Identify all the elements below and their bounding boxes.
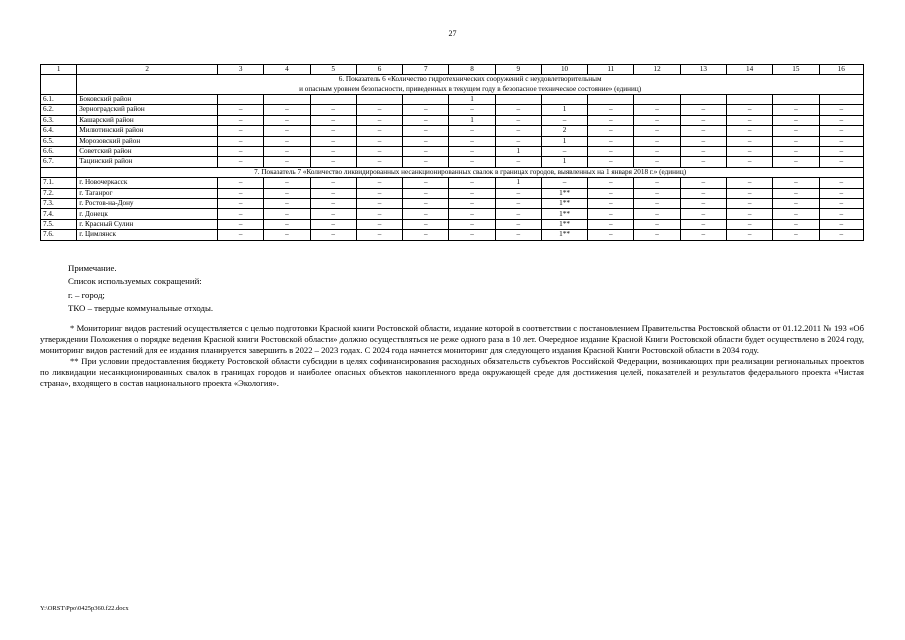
abbreviation-item: г. – город; xyxy=(68,289,105,300)
column-header: 3 xyxy=(218,65,264,75)
column-header: 16 xyxy=(819,65,863,75)
table-header-row xyxy=(41,65,864,75)
table-cell xyxy=(773,95,819,105)
row-number: 7.1. xyxy=(41,178,77,188)
section-title-row xyxy=(41,167,864,178)
table-cell: – xyxy=(819,209,863,219)
table-row xyxy=(41,146,864,156)
table-cell: – xyxy=(680,219,726,229)
table-cell: – xyxy=(403,146,449,156)
table-cell: – xyxy=(356,209,402,219)
table-cell xyxy=(310,95,356,105)
table-cell: – xyxy=(726,199,772,209)
table-cell: – xyxy=(356,219,402,229)
table-cell: – xyxy=(310,136,356,146)
table-cell: – xyxy=(726,178,772,188)
table-cell: – xyxy=(726,209,772,219)
table-cell: – xyxy=(218,209,264,219)
table-cell: – xyxy=(218,157,264,167)
row-number: 7.2. xyxy=(41,188,77,198)
table-cell: – xyxy=(680,230,726,240)
column-header: 7 xyxy=(403,65,449,75)
table-cell: – xyxy=(449,136,495,146)
table-cell: – xyxy=(819,178,863,188)
table-row xyxy=(41,126,864,136)
table-cell: 1 xyxy=(495,146,541,156)
section-title-line: и опасным уровнем безопасности, приведенных в текущем году в безопасное техническое состояние» (единиц) xyxy=(299,84,642,93)
table-row xyxy=(41,188,864,198)
table-cell: – xyxy=(680,157,726,167)
table-cell: – xyxy=(449,209,495,219)
abbreviation-item: ТКО – твердые коммунальные отходы. xyxy=(68,302,214,313)
table-cell: – xyxy=(773,105,819,115)
table-cell: – xyxy=(449,230,495,240)
row-name: Кашарский район xyxy=(77,115,218,125)
table-cell: – xyxy=(773,178,819,188)
table-cell: – xyxy=(403,188,449,198)
table-cell xyxy=(218,95,264,105)
row-number: 6.7. xyxy=(41,157,77,167)
table-cell: – xyxy=(773,188,819,198)
table-cell: – xyxy=(495,199,541,209)
table-cell xyxy=(541,95,587,105)
table-cell: – xyxy=(726,115,772,125)
table-cell: – xyxy=(634,126,680,136)
table-cell: – xyxy=(310,157,356,167)
table-cell: – xyxy=(726,230,772,240)
row-number: 6.3. xyxy=(41,115,77,125)
row-name: г. Новочеркасск xyxy=(77,178,218,188)
table-cell: – xyxy=(310,146,356,156)
table-cell: – xyxy=(264,178,310,188)
table-cell: 1 xyxy=(541,105,587,115)
row-name: Милютинский район xyxy=(77,126,218,136)
table-cell: – xyxy=(218,136,264,146)
table-cell: – xyxy=(588,199,634,209)
table-cell: – xyxy=(819,188,863,198)
table-cell: – xyxy=(680,199,726,209)
table-cell: – xyxy=(310,219,356,229)
table-cell: – xyxy=(773,209,819,219)
table-cell xyxy=(495,95,541,105)
table-cell: – xyxy=(634,136,680,146)
abbreviations-intro: Список используемых сокращений: xyxy=(68,276,202,287)
table-cell: – xyxy=(634,209,680,219)
table-cell: – xyxy=(449,178,495,188)
table-cell: – xyxy=(773,146,819,156)
table-cell: – xyxy=(680,209,726,219)
table-cell: – xyxy=(449,219,495,229)
table-cell: – xyxy=(310,126,356,136)
row-name: г. Ростов-на-Дону xyxy=(77,199,218,209)
row-number: 6.4. xyxy=(41,126,77,136)
table-cell: – xyxy=(264,230,310,240)
table-cell: – xyxy=(310,230,356,240)
table-cell: – xyxy=(726,126,772,136)
section-title-line: 7. Показатель 7 «Количество ликвидированных несанкционированных свалок в границах городов, выявленных на 1 января 2018 г.» (единиц) xyxy=(254,167,687,176)
table-cell: – xyxy=(680,146,726,156)
table-cell: – xyxy=(218,115,264,125)
table-cell: – xyxy=(634,146,680,156)
table-cell: – xyxy=(264,157,310,167)
table-cell: – xyxy=(773,230,819,240)
table-cell: – xyxy=(773,157,819,167)
column-header: 5 xyxy=(310,65,356,75)
table-cell: – xyxy=(495,209,541,219)
row-number: 6.2. xyxy=(41,105,77,115)
table-cell: – xyxy=(726,136,772,146)
table-cell: – xyxy=(634,157,680,167)
table-cell: – xyxy=(218,188,264,198)
table-cell: – xyxy=(495,136,541,146)
table-cell: – xyxy=(310,115,356,125)
table-cell: – xyxy=(495,219,541,229)
table-cell: – xyxy=(495,188,541,198)
table-cell: – xyxy=(495,230,541,240)
table-cell: – xyxy=(819,219,863,229)
table-cell xyxy=(588,95,634,105)
table-cell: – xyxy=(634,105,680,115)
column-header: 4 xyxy=(264,65,310,75)
page-number: 27 xyxy=(448,29,457,38)
table-cell: – xyxy=(634,230,680,240)
row-number: 7.5. xyxy=(41,219,77,229)
section-title-spacer xyxy=(41,75,77,95)
table-cell: – xyxy=(588,105,634,115)
table-cell: – xyxy=(356,230,402,240)
table-cell: – xyxy=(264,115,310,125)
table-cell: – xyxy=(449,157,495,167)
column-header: 6 xyxy=(356,65,402,75)
table-cell: – xyxy=(819,199,863,209)
table-cell: – xyxy=(356,188,402,198)
table-cell: 1 xyxy=(541,136,587,146)
table-cell: – xyxy=(588,230,634,240)
table-cell: 1** xyxy=(541,199,587,209)
table-row xyxy=(41,115,864,125)
table-cell: – xyxy=(541,146,587,156)
table-row xyxy=(41,209,864,219)
table-cell: – xyxy=(588,188,634,198)
table-cell: – xyxy=(449,199,495,209)
table-row xyxy=(41,105,864,115)
row-name: Морозовский район xyxy=(77,136,218,146)
footnote-2: ** При условии предоставления бюджету Ростовской области субсидии в целях софинансирования расходных обязательств субъектов Российской Федерации, возникающих при реализации региональных проектов по ликвидации несанкционированных свалок в границах городов и наиболее опасных объектов накопленного вреда окружающей среде для достижения целей, показателей и результатов федерального проекта «Чистая страна», входящего в состав национального проекта «Экология». xyxy=(40,356,864,389)
table-cell: – xyxy=(773,115,819,125)
table-cell xyxy=(634,95,680,105)
table-cell: – xyxy=(218,230,264,240)
table-cell: – xyxy=(726,105,772,115)
file-path: Y:\ORST\Ppo\0425p360.f22.docx xyxy=(40,605,129,612)
table-row xyxy=(41,178,864,188)
table-cell: – xyxy=(449,188,495,198)
notes-title: Примечание. xyxy=(68,263,117,273)
column-header: 14 xyxy=(726,65,772,75)
table-cell: – xyxy=(726,146,772,156)
table-cell: – xyxy=(773,126,819,136)
section-title-line: 6. Показатель 6 «Количество гидротехнических сооружений с неудовлетворительным xyxy=(338,75,602,83)
table-cell: – xyxy=(819,136,863,146)
table-cell: – xyxy=(819,105,863,115)
table-cell: – xyxy=(218,199,264,209)
column-header: 12 xyxy=(634,65,680,75)
table-cell: – xyxy=(819,115,863,125)
table-cell: – xyxy=(218,146,264,156)
table-cell: – xyxy=(495,115,541,125)
table-cell: – xyxy=(726,219,772,229)
table-cell: – xyxy=(726,188,772,198)
table-cell: – xyxy=(356,126,402,136)
table-cell: – xyxy=(356,105,402,115)
table-cell: – xyxy=(264,146,310,156)
column-header: 1 xyxy=(41,65,77,75)
table-cell: – xyxy=(634,199,680,209)
column-header: 15 xyxy=(773,65,819,75)
table-cell: – xyxy=(449,126,495,136)
table-cell xyxy=(403,95,449,105)
table-cell: – xyxy=(773,219,819,229)
table-cell: – xyxy=(264,136,310,146)
table-cell: – xyxy=(264,126,310,136)
table-cell: – xyxy=(541,178,587,188)
table-cell: – xyxy=(680,105,726,115)
section-title xyxy=(77,75,864,95)
table-cell: – xyxy=(634,178,680,188)
notes-block xyxy=(68,262,213,315)
table-cell: – xyxy=(264,105,310,115)
table-cell: – xyxy=(264,188,310,198)
row-name: Зерноградский район xyxy=(77,105,218,115)
table-cell: 1** xyxy=(541,219,587,229)
section-title xyxy=(77,167,864,178)
table-cell: – xyxy=(218,126,264,136)
table-cell: – xyxy=(356,178,402,188)
table-cell: – xyxy=(634,115,680,125)
table-cell: 1 xyxy=(495,178,541,188)
footnotes-block xyxy=(40,323,864,390)
table-cell: – xyxy=(819,126,863,136)
table-cell: – xyxy=(588,115,634,125)
table-cell: 1** xyxy=(541,230,587,240)
row-name: г. Донецк xyxy=(77,209,218,219)
table-cell: – xyxy=(356,146,402,156)
table-cell: – xyxy=(680,126,726,136)
table-row xyxy=(41,230,864,240)
table-cell: – xyxy=(449,105,495,115)
table-cell: – xyxy=(634,188,680,198)
table-cell xyxy=(680,95,726,105)
table-cell: – xyxy=(356,136,402,146)
table-cell: – xyxy=(403,157,449,167)
row-number: 7.6. xyxy=(41,230,77,240)
table-cell: – xyxy=(541,115,587,125)
row-name: Боковский район xyxy=(77,95,218,105)
column-header: 11 xyxy=(588,65,634,75)
table-cell: – xyxy=(310,199,356,209)
row-number: 6.5. xyxy=(41,136,77,146)
table-cell: – xyxy=(588,126,634,136)
table-row xyxy=(41,199,864,209)
table-cell: – xyxy=(819,146,863,156)
table-cell xyxy=(356,95,402,105)
table-cell: – xyxy=(495,157,541,167)
table-cell: – xyxy=(773,199,819,209)
table-cell: – xyxy=(218,178,264,188)
table-cell: – xyxy=(403,178,449,188)
table-cell: – xyxy=(680,136,726,146)
column-header: 9 xyxy=(495,65,541,75)
table-cell: – xyxy=(634,219,680,229)
table-cell: 1 xyxy=(449,95,495,105)
column-header: 8 xyxy=(449,65,495,75)
table-cell: – xyxy=(819,230,863,240)
table-cell: – xyxy=(310,178,356,188)
table-cell: – xyxy=(403,136,449,146)
table-cell: – xyxy=(819,157,863,167)
table-row xyxy=(41,136,864,146)
row-number: 7.4. xyxy=(41,209,77,219)
table-cell: – xyxy=(403,209,449,219)
table-cell: – xyxy=(403,126,449,136)
table-cell: – xyxy=(264,199,310,209)
column-header: 10 xyxy=(541,65,587,75)
table-cell xyxy=(726,95,772,105)
footnote-1: * Мониторинг видов растений осуществляется с целью подготовки Красной книги Ростовской области, издание которой в соответствии с постановлением Правительства Ростовской области от 01.12.2011 № 193 «Об утверждении Положения о порядке ведения Красной книги Ростовской области» должно осуществляться не реже одного раза в 10 лет. Очередное издание Красной Книги Ростовской области будет осуществлено в 2024 году, мониторинг видов растений для ее издания планируется завершить в 2022 – 2023 годах. С 2024 года начнется мониторинг для следующего издания Красной Книги Ростовской области в 2034 году. xyxy=(40,323,864,356)
table-cell: – xyxy=(588,209,634,219)
table-cell: – xyxy=(449,146,495,156)
table-cell: – xyxy=(773,136,819,146)
row-name: г. Цимлянск xyxy=(77,230,218,240)
table-row xyxy=(41,219,864,229)
table-cell: – xyxy=(588,219,634,229)
table-cell: – xyxy=(264,209,310,219)
column-header: 2 xyxy=(77,65,218,75)
table-cell: 1 xyxy=(541,157,587,167)
table-cell: – xyxy=(726,157,772,167)
column-header: 13 xyxy=(680,65,726,75)
table-cell: – xyxy=(356,157,402,167)
row-name: Тацинский район xyxy=(77,157,218,167)
table-row xyxy=(41,95,864,105)
table-cell: – xyxy=(495,105,541,115)
table-cell: – xyxy=(356,115,402,125)
table-cell: 2 xyxy=(541,126,587,136)
table-cell: – xyxy=(680,115,726,125)
table-cell: – xyxy=(310,105,356,115)
row-name: Советский район xyxy=(77,146,218,156)
table-cell: – xyxy=(495,126,541,136)
section-title-row xyxy=(41,75,864,95)
table-cell: – xyxy=(403,115,449,125)
row-number: 6.1. xyxy=(41,95,77,105)
table-cell: – xyxy=(588,178,634,188)
table-cell: – xyxy=(356,199,402,209)
section-title-spacer xyxy=(41,167,77,178)
table-cell: – xyxy=(588,146,634,156)
row-name: г. Таганрог xyxy=(77,188,218,198)
table-cell xyxy=(819,95,863,105)
table-cell xyxy=(264,95,310,105)
table-cell: 1 xyxy=(449,115,495,125)
table-cell: 1** xyxy=(541,188,587,198)
table-cell: – xyxy=(403,219,449,229)
table-cell: 1** xyxy=(541,209,587,219)
table-cell: – xyxy=(680,188,726,198)
table-cell: – xyxy=(218,105,264,115)
row-number: 6.6. xyxy=(41,146,77,156)
table-cell: – xyxy=(680,178,726,188)
table-row xyxy=(41,157,864,167)
table-cell: – xyxy=(403,199,449,209)
row-name: г. Красный Сулин xyxy=(77,219,218,229)
row-number: 7.3. xyxy=(41,199,77,209)
table-cell: – xyxy=(588,136,634,146)
indicator-table xyxy=(40,64,864,241)
table-cell: – xyxy=(403,105,449,115)
table-cell: – xyxy=(588,157,634,167)
table-cell: – xyxy=(310,188,356,198)
table-cell: – xyxy=(403,230,449,240)
table-cell: – xyxy=(264,219,310,229)
table-cell: – xyxy=(218,219,264,229)
table-cell: – xyxy=(310,209,356,219)
